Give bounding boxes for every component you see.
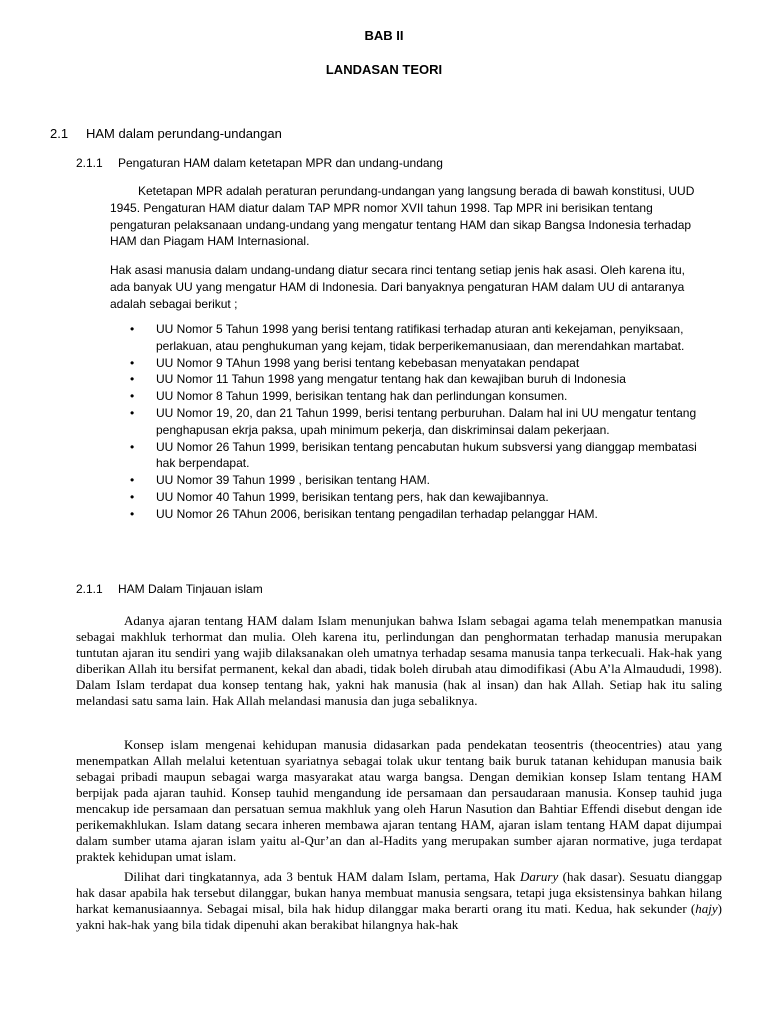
list-item: • UU Nomor 19, 20, dan 21 Tahun 1999, berisi tentang perburuhan. Dalam hal ini UU mengatur tentang penghapusan ekrja paksa, upah minimum pekerja, dan diskriminsai dalam pekerjaan. <box>130 405 697 437</box>
chapter-subtitle: LANDASAN TEORI <box>325 62 443 77</box>
bullet-icon: • <box>130 473 135 488</box>
section-number: 2.1 <box>50 126 69 141</box>
bullet-icon: • <box>130 405 135 420</box>
subsection-heading-2-1-1a <box>76 155 443 172</box>
term-hajy: hajy <box>695 901 718 916</box>
list-item: • UU Nomor 8 Tahun 1999, berisikan tentang hak dan perlindungan konsumen. <box>130 389 568 404</box>
subsection-number: 2.1.1 <box>76 582 103 596</box>
paragraph-uu-intro: Hak asasi manusia dalam undang-undang diatur secara rinci tentang setiap jenis hak asasi. Oleh karena itu, ada banyak UU yang mengatur HAM di Indonesia. Dari banyaknya pengaturan HAM dalam UU di antaranya adalah sebagai berikut ; <box>110 263 686 311</box>
paragraph-tap-mpr: Ketetapan MPR adalah peraturan perundang-undangan yang langsung berada di bawah konstitusi, UUD 1945. Pengaturan HAM diatur dalam TAP MPR nomor XVII tahun 1998. Tap MPR ini berisikan tentang pengaturan pelaksanaan undang-undang yang mengatur tentang HAM dan sikap Bangsa Indonesia terhadap HAM dan Piagam HAM Internasional. <box>110 184 695 249</box>
subsection-title: HAM Dalam Tinjauan islam <box>118 582 263 596</box>
bullet-icon: • <box>130 372 135 387</box>
term-darury: Darury <box>519 869 559 884</box>
bullet-icon: • <box>130 489 135 504</box>
uu-list <box>110 321 710 523</box>
list-item: • UU Nomor 26 Tahun 1999, berisikan tentang pencabutan hukum subsversi yang dianggap membatasi hak berpendapat. <box>130 439 697 471</box>
subsection-number: 2.1.1 <box>76 156 103 170</box>
paragraph-konsep-islam: Konsep islam mengenai kehidupan manusia didasarkan pada pendekatan teosentris (theocentries) atau yang menempatkan Allah melalui ketentuan syariatnya sebagai tolak ukur tentang baik buruk tatanan kehidupan manusia baik sebagai pribadi maupun sebagai warga masyarakat atau warga bangsa. Dengan demikian konsep Islam tentang HAM berpijak pada ajaran tauhid. Konsep tauhid mengandung ide persamaan dan persaudaraan manusia. Konsep tauhid juga mencakup ide persamaan dan persatuan semua makhluk yang oleh Harun Nasution dan Bahtiar Effendi disebut dengan ide perikemakhlukan. Islam datang secara inheren membawa ajaran tentang HAM, ajaran islam tentang HAM dapat dijumpai dalam sumber utama ajaran islam yaitu al-Qur’an dan al-Hadits yang merupakan sumber ajaran normative, juga terdapat praktek kehidupan umat islam. <box>76 737 722 864</box>
list-item: • UU Nomor 39 Tahun 1999 , berisikan tentang HAM. <box>130 473 430 488</box>
bullet-icon: • <box>130 439 135 454</box>
list-item: • UU Nomor 9 TAhun 1998 yang berisi tentang kebebasan menyatakan pendapat <box>130 355 580 370</box>
list-item: • UU Nomor 5 Tahun 1998 yang berisi tentang ratifikasi terhadap aturan anti kekejaman, penyiksaan, perlakuan, atau penghukuman yang kejam, tidak berperikemanusiaan, dan merendahkan martabat. <box>130 322 685 353</box>
subsection-title: Pengaturan HAM dalam ketetapan MPR dan undang-undang <box>118 156 443 170</box>
bullet-icon: • <box>130 355 135 370</box>
subsection-heading-2-1-1b <box>76 581 263 598</box>
section-heading-2-1 <box>50 126 282 141</box>
paragraph-tingkatan-ham: Dilihat dari tingkatannya, ada 3 bentuk HAM dalam Islam, pertama, Hak Darury (hak dasar). Sesuatu dianggap hak dasar apabila hak tersebut dilanggar, bukan hanya membuat manusia sengsara, tetapi juga eksistensinya bahkan hilang harkat kemanusiaannya. Sebagai misal, bila hak hidup dilanggar maka berarti orang itu mati. Kedua, hak sekunder (hajy) yakni hak-hak yang bila tidak dipenuhi akan berakibat hilangnya hak-hak <box>76 869 723 932</box>
bullet-icon: • <box>130 506 135 521</box>
chapter-title: BAB II <box>364 28 404 43</box>
list-item: • UU Nomor 11 Tahun 1998 yang mengatur tentang hak dan kewajiban buruh di Indonesia <box>130 372 626 387</box>
list-item: • UU Nomor 40 Tahun 1999, berisikan tentang pers, hak dan kewajibannya. <box>130 489 549 504</box>
paragraph-ham-islam: Adanya ajaran tentang HAM dalam Islam menunjukan bahwa Islam sebagai agama telah menempatkan manusia sebagai makhluk terhormat dan mulia. Oleh karena itu, perlindungan dan penghormatan terhadap manusia merupakan tuntutan ajaran itu sendiri yang wajib dilaksanakan oleh umatnya terhadap sesama manusia tanpa terkecuali. Hak-hak yang diberikan Allah itu bersifat permanent, kekal dan abadi, tidak boleh dirubah atau dimodifikasi (Abu A’la Almaududi, 1998). Dalam Islam terdapat dua konsep tentang hak, yakni hak manusia (hak al insan) dan hak Allah. Setiap hak itu saling melandasi satu sama lain. Hak Allah melandasi manusia dan juga sebaliknya. <box>76 613 722 708</box>
section-title: HAM dalam perundang-undangan <box>86 126 282 141</box>
bullet-icon: • <box>130 389 135 404</box>
list-item: • UU Nomor 26 TAhun 2006, berisikan tentang pengadilan terhadap pelanggar HAM. <box>130 506 598 521</box>
bullet-icon: • <box>130 322 135 336</box>
